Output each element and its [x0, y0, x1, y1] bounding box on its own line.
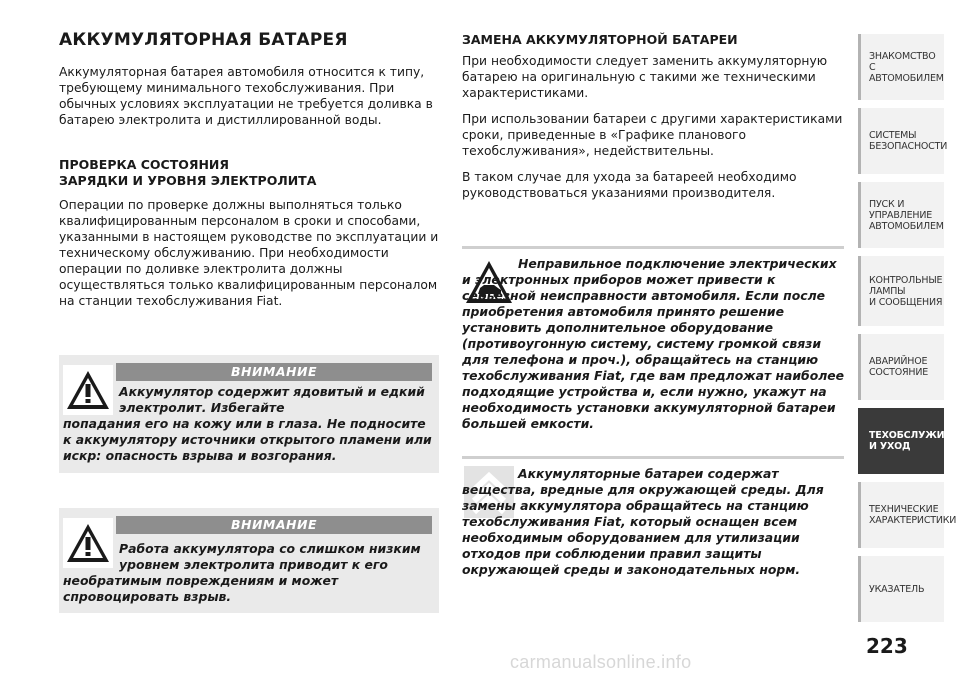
tab-label: КОНТРОЛЬНЫЕ ЛАМПЫ И СООБЩЕНИЯ: [869, 274, 943, 308]
tab-safety-systems[interactable]: [858, 108, 948, 174]
warning-box-2: [59, 508, 439, 613]
replacement-heading: ЗАМЕНА АККУМУЛЯТОРНОЙ БАТАРЕИ: [462, 32, 738, 47]
note-1-lead: Неправильное подключение электрических и электронных приборов может привести к серьезной неисправности автомобиля. Если после приобретения автомобиля: [462, 256, 837, 319]
tab-index[interactable]: [858, 556, 944, 622]
warning-2-text: [63, 541, 433, 605]
note-2-lead: Аккумуляторные батареи содержат вещества, вредные для окружающей среды. Для замены аккумулятора обращайтесь на станцию: [462, 466, 824, 513]
warning-1-text: [63, 384, 433, 464]
check-paragraph: Операции по проверке должны выполняться только квалифицированным персоналом в сроки и способами, указанными в настоящем руководстве по эксплуатации и техническому обслуживанию. При необходимости операции по доливке электролита должны осуществляться только квалифицированным персоналом на станции техобслуживания Fiat.: [59, 198, 439, 308]
tab-label: ТЕХНИЧЕСКИЕ ХАРАКТЕРИСТИКИ: [869, 504, 957, 526]
tab-maintenance[interactable]: [858, 408, 980, 474]
note-2-text: [462, 466, 846, 578]
intro-paragraph: Аккумуляторная батарея автомобиля относится к типу, требующему минимального техобслуживания. При обычных условиях эксплуатации не требуется доливка в батарею электролита и дистиллированной воды.: [59, 65, 433, 127]
warning-label: ВНИМАНИЕ: [116, 516, 432, 534]
tab-label: УКАЗАТЕЛЬ: [869, 583, 925, 595]
tab-label: ТЕХОБСЛУЖИВАНИЕ И УХОД: [869, 430, 980, 452]
warning-2-lead: Работа аккумулятора со слишком низким уровнем электролита приводит к его: [119, 541, 421, 572]
tab-label: ПУСК И УПРАВЛЕНИЕ АВТОМОБИЛЕМ: [869, 198, 944, 232]
tab-label: ЗНАКОМСТВО С АВТОМОБИЛЕМ: [869, 50, 944, 84]
tab-label: АВАРИЙНОЕ СОСТОЯНИЕ: [869, 356, 929, 378]
note-1-rest: принято решение установить дополнительное оборудование (противоугонную систему, систему громкой связи для телефона и проч.), обращайтесь на станцию техобслуживания Fiat, где вам предложат наиболее подходящие устройства и, если нужно, укажут на необходимость установки аккумуляторной батареи большей емкости.: [462, 304, 845, 431]
divider: [462, 456, 844, 459]
warning-1-rest: попадания его на кожу или в глаза. Не подносите к аккумулятору источники открытого пламени или искр: опасность взрыва и возгорания.: [63, 416, 432, 463]
tab-warning-lights[interactable]: [858, 256, 944, 326]
section-title: АККУМУЛЯТОРНАЯ БАТАРЕЯ: [59, 30, 348, 50]
replacement-p1: При необходимости следует заменить аккумуляторную батарею на оригинальную с такими же техническими характеристиками.: [462, 54, 828, 100]
replacement-p2: При использовании батареи с другими характеристиками сроки, приведенные в «Графике планового техобслуживания», недействительны.: [462, 112, 843, 158]
divider: [462, 246, 844, 249]
warning-box-1: [59, 355, 439, 473]
tab-label: СИСТЕМЫ БЕЗОПАСНОСТИ: [869, 130, 948, 152]
warning-1-lead: Аккумулятор содержит ядовитый и едкий электролит. Избегайте: [119, 384, 425, 415]
replacement-p3: В таком случае для ухода за батареей необходимо руководствоваться указаниями производителя.: [462, 170, 797, 200]
note-1-text: [462, 256, 846, 432]
warning-label: ВНИМАНИЕ: [116, 363, 432, 381]
page-number: 223: [866, 634, 908, 658]
watermark: carmanualsonline.info: [510, 652, 692, 672]
warning-2-rest: необратимым повреждениям и может спровоцировать взрыв.: [63, 573, 339, 604]
note-2-rest: техобслуживания Fiat, который оснащен всем необходимым оборудованием для утилизации отходов при соблюдении правил защиты окружающей среды и законодательных норм.: [462, 514, 801, 577]
check-heading: ПРОВЕРКА СОСТОЯНИЯ ЗАРЯДКИ И УРОВНЯ ЭЛЕКТРОЛИТА: [59, 157, 317, 188]
tab-starting-driving[interactable]: [858, 182, 944, 248]
tab-emergency[interactable]: [858, 334, 944, 400]
tab-getting-to-know[interactable]: [858, 34, 944, 100]
tab-technical-specs[interactable]: [858, 482, 957, 548]
